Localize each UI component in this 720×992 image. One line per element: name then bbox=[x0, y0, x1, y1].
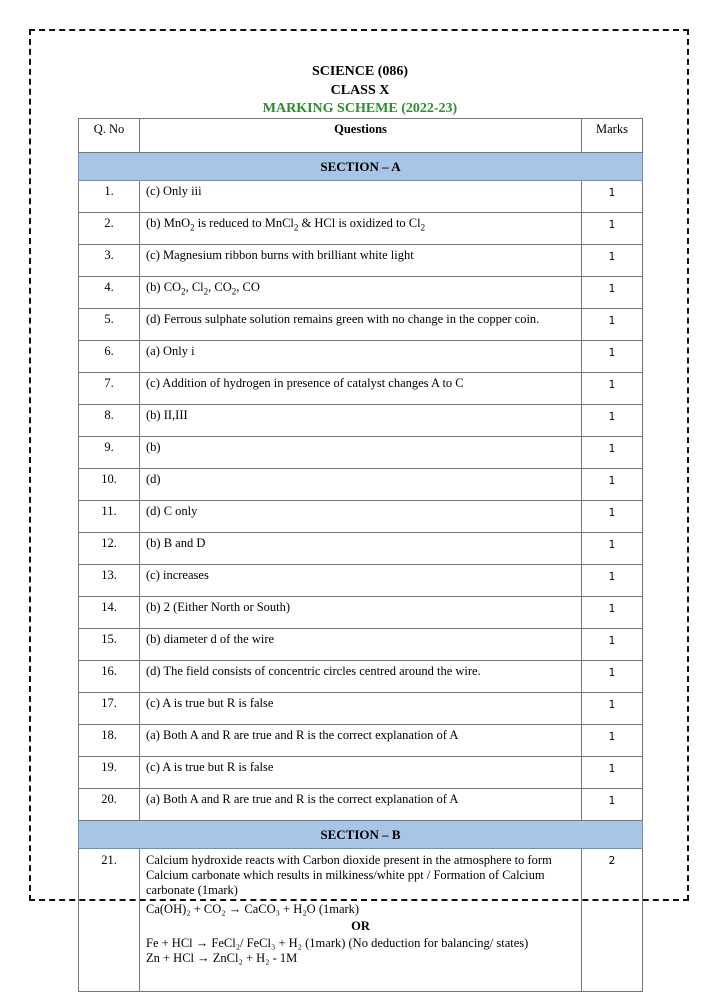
question-number: 3. bbox=[79, 245, 140, 277]
answer-text: (d) The field consists of concentric circles centred around the wire. bbox=[140, 661, 582, 693]
answer-line: Calcium hydroxide reacts with Carbon dioxide present in the atmosphere to form bbox=[146, 853, 552, 867]
subscript: 2 bbox=[181, 286, 186, 297]
question-number: 8. bbox=[79, 405, 140, 437]
marks-value: 1 bbox=[582, 181, 643, 213]
marks-value: 2 bbox=[582, 849, 643, 992]
subject-title: SCIENCE (086) bbox=[311, 64, 409, 79]
question-number: 1. bbox=[79, 181, 140, 213]
question-number: 5. bbox=[79, 309, 140, 341]
marks-value: 1 bbox=[582, 405, 643, 437]
table-row bbox=[79, 373, 643, 405]
question-number: 7. bbox=[79, 373, 140, 405]
table-row bbox=[79, 597, 643, 629]
question-number: 9. bbox=[79, 437, 140, 469]
marks-value: 1 bbox=[582, 437, 643, 469]
subscript: 2 bbox=[293, 222, 299, 233]
table-row bbox=[79, 693, 643, 725]
marks-value: 1 bbox=[582, 789, 643, 821]
question-number: 18. bbox=[79, 725, 140, 757]
answer-part: is reduced to MnCl bbox=[194, 216, 294, 230]
answer-text bbox=[140, 277, 582, 309]
question-number: 15. bbox=[79, 629, 140, 661]
answer-text: (c) Addition of hydrogen in presence of catalyst changes A to C bbox=[140, 373, 582, 405]
answer-text: (c) Only iii bbox=[140, 181, 582, 213]
table-row bbox=[79, 533, 643, 565]
question-number: 21. bbox=[79, 849, 140, 992]
table-row bbox=[79, 309, 643, 341]
answer-text: (b) diameter d of the wire bbox=[140, 629, 582, 661]
or-label: OR bbox=[351, 919, 370, 933]
table-row bbox=[79, 245, 643, 277]
answer-text: (d) C only bbox=[140, 501, 582, 533]
answer-text: (d) bbox=[140, 469, 582, 501]
table-row bbox=[79, 437, 643, 469]
equation-line: Fe + HCl → FeCl₂/ FeCl₃ + H₂ (1mark) (No deduction for balancing/ states) bbox=[146, 936, 529, 950]
question-number: 6. bbox=[79, 341, 140, 373]
question-number: 13. bbox=[79, 565, 140, 597]
question-number: 10. bbox=[79, 469, 140, 501]
answer-part: (b) CO bbox=[146, 280, 182, 294]
table-row bbox=[79, 789, 643, 821]
answer-text: (c) increases bbox=[140, 565, 582, 597]
answer-text: (a) Both A and R are true and R is the correct explanation of A bbox=[140, 725, 582, 757]
answer-part: , CO bbox=[236, 280, 260, 294]
header-questions: Questions bbox=[140, 119, 582, 153]
table-row bbox=[79, 181, 643, 213]
answer-line: Calcium carbonate which results in milkiness/white ppt / Formation of Calcium bbox=[146, 868, 545, 882]
question-number: 14. bbox=[79, 597, 140, 629]
question-number: 17. bbox=[79, 693, 140, 725]
marking-scheme-table bbox=[78, 118, 643, 992]
table-row bbox=[79, 501, 643, 533]
header-marks: Marks bbox=[582, 119, 643, 153]
question-number: 2. bbox=[79, 213, 140, 245]
table-row bbox=[79, 405, 643, 437]
marks-value: 1 bbox=[582, 213, 643, 245]
answer-text: (b) II,III bbox=[140, 405, 582, 437]
table-row bbox=[79, 629, 643, 661]
question-number: 19. bbox=[79, 757, 140, 789]
marks-value: 1 bbox=[582, 373, 643, 405]
section-a-row bbox=[79, 153, 643, 181]
section-b-label: SECTION – B bbox=[79, 821, 643, 849]
section-a-label: SECTION – A bbox=[79, 153, 643, 181]
answer-text: (a) Both A and R are true and R is the correct explanation of A bbox=[140, 789, 582, 821]
marks-value: 1 bbox=[582, 629, 643, 661]
marks-value: 1 bbox=[582, 533, 643, 565]
answer-text: (c) A is true but R is false bbox=[140, 757, 582, 789]
answer-text: (b) 2 (Either North or South) bbox=[140, 597, 582, 629]
subscript: 2 bbox=[190, 222, 195, 233]
table-row bbox=[79, 277, 643, 309]
answer-line: carbonate (1mark) bbox=[146, 883, 238, 897]
equation-line: Zn + HCl → ZnCl₂ + H₂ - 1M bbox=[146, 951, 298, 965]
marks-value: 1 bbox=[582, 501, 643, 533]
table-row bbox=[79, 725, 643, 757]
table-row-21 bbox=[79, 849, 643, 992]
answer-part: & HCl is oxidized to Cl bbox=[298, 216, 421, 230]
table-row bbox=[79, 565, 643, 597]
marks-value: 1 bbox=[582, 341, 643, 373]
marks-value: 1 bbox=[582, 725, 643, 757]
question-number: 11. bbox=[79, 501, 140, 533]
table-row bbox=[79, 469, 643, 501]
marks-value: 1 bbox=[582, 565, 643, 597]
question-number: 4. bbox=[79, 277, 140, 309]
answer-text: (c) A is true but R is false bbox=[140, 693, 582, 725]
table-row bbox=[79, 757, 643, 789]
marks-value: 1 bbox=[582, 757, 643, 789]
answer-part: (b) MnO bbox=[146, 216, 191, 230]
marks-value: 1 bbox=[582, 277, 643, 309]
answer-text: (a) Only i bbox=[140, 341, 582, 373]
subscript: 2 bbox=[231, 286, 237, 297]
marks-value: 1 bbox=[582, 597, 643, 629]
table-row bbox=[79, 213, 643, 245]
answer-text: (c) Magnesium ribbon burns with brilliant white light bbox=[140, 245, 582, 277]
subscript: 2 bbox=[203, 286, 209, 297]
marks-value: 1 bbox=[582, 309, 643, 341]
equation-line: Ca(OH)₂ + CO₂ → CaCO₃ + H₂O (1mark) bbox=[146, 902, 360, 916]
table-header-row bbox=[79, 119, 643, 153]
answer-text: (d) Ferrous sulphate solution remains green with no change in the copper coin. bbox=[140, 309, 582, 341]
answer-text: (b) B and D bbox=[140, 533, 582, 565]
class-title: CLASS X bbox=[330, 83, 390, 98]
answer-part: , Cl bbox=[185, 280, 204, 294]
table-row bbox=[79, 341, 643, 373]
table-row bbox=[79, 661, 643, 693]
question-number: 20. bbox=[79, 789, 140, 821]
answer-text-21 bbox=[140, 849, 582, 992]
subscript: 2 bbox=[420, 222, 426, 233]
marks-value: 1 bbox=[582, 693, 643, 725]
answer-text bbox=[140, 213, 582, 245]
marking-scheme-title: MARKING SCHEME (2022-23) bbox=[262, 101, 458, 116]
marks-value: 1 bbox=[582, 469, 643, 501]
header-qno: Q. No bbox=[79, 119, 140, 153]
section-b-row bbox=[79, 821, 643, 849]
marks-value: 1 bbox=[582, 245, 643, 277]
answer-part: , CO bbox=[208, 280, 232, 294]
answer-text: (b) bbox=[140, 437, 582, 469]
question-number: 16. bbox=[79, 661, 140, 693]
question-number: 12. bbox=[79, 533, 140, 565]
marks-value: 1 bbox=[582, 661, 643, 693]
